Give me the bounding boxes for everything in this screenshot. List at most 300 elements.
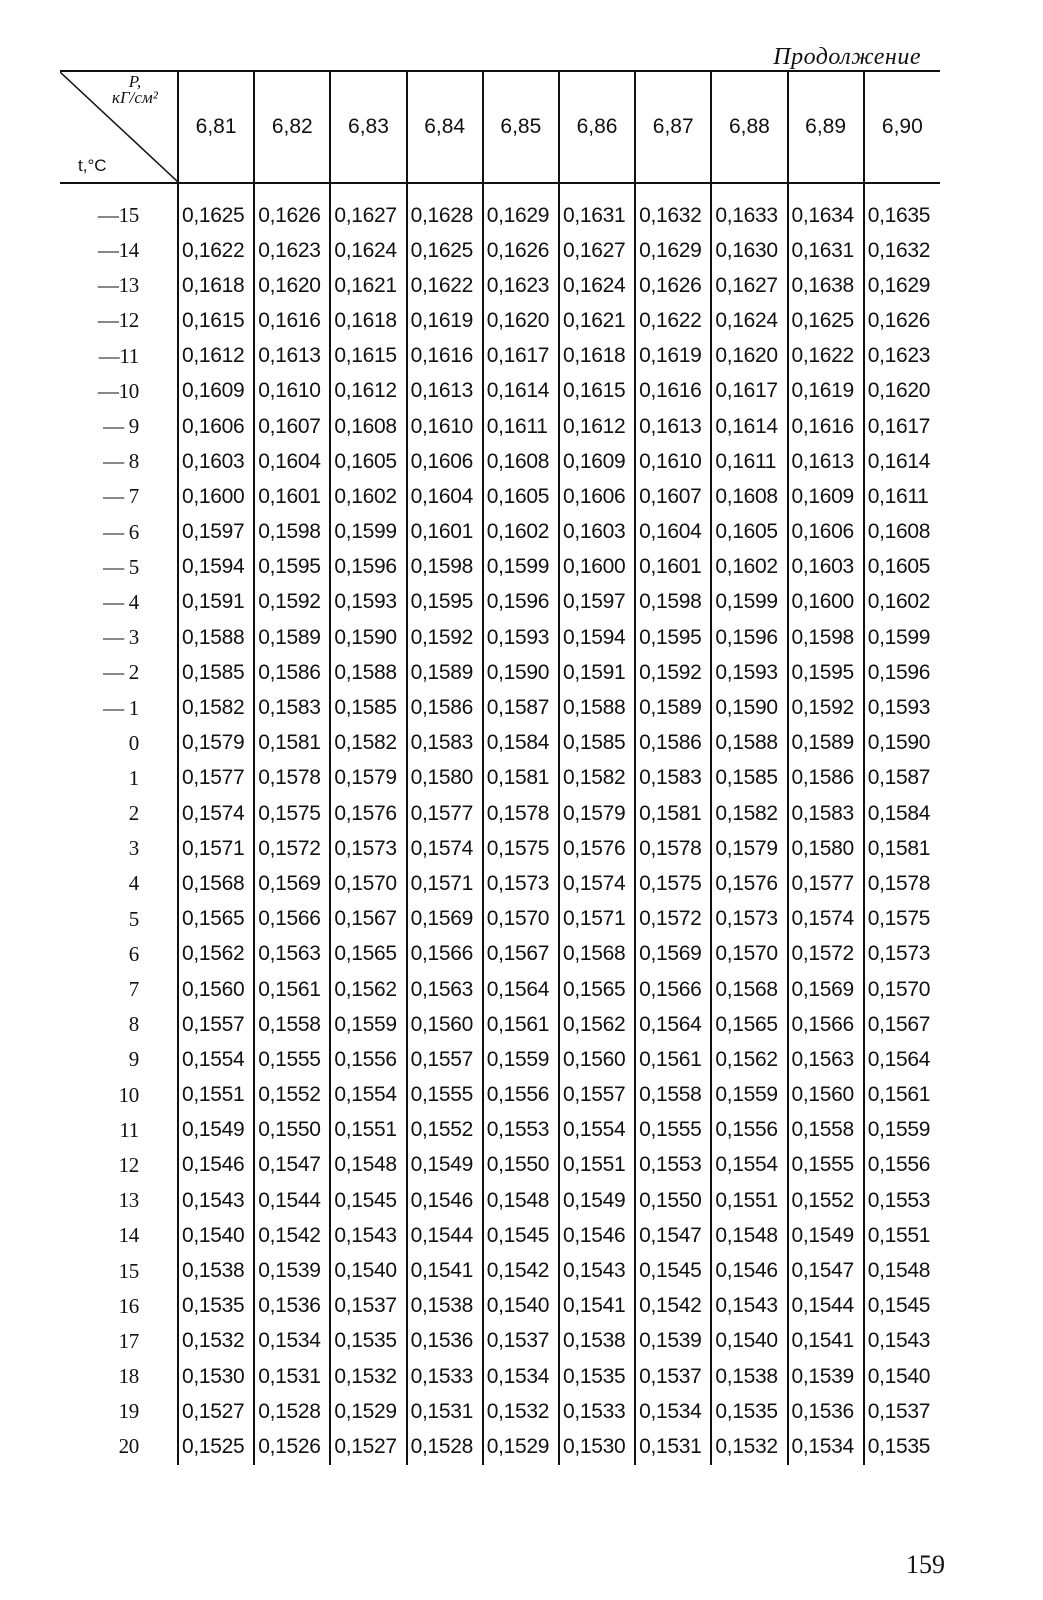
value-cell: 0,1563 (407, 972, 483, 1007)
value-cell: 0,1547 (635, 1218, 711, 1253)
value-cell: 0,1559 (330, 1007, 406, 1042)
value-cell: 0,1631 (788, 233, 864, 268)
value-cell: 0,1560 (788, 1078, 864, 1113)
value-cell: 0,1612 (559, 409, 635, 444)
value-cell: 0,1612 (178, 339, 254, 374)
value-cell: 0,1566 (254, 902, 330, 937)
value-cell: 0,1565 (330, 937, 406, 972)
value-cell: 0,1610 (254, 374, 330, 409)
value-cell: 0,1527 (178, 1394, 254, 1429)
value-cell: 0,1560 (407, 1007, 483, 1042)
value-cell: 0,1544 (407, 1218, 483, 1253)
value-cell: 0,1605 (483, 479, 559, 514)
value-cell: 0,1598 (635, 585, 711, 620)
value-cell: 0,1569 (635, 937, 711, 972)
value-cell: 0,1551 (864, 1218, 940, 1253)
value-cell: 0,1564 (635, 1007, 711, 1042)
temperature-cell: 3 (128, 836, 139, 861)
value-cell: 0,1554 (178, 1042, 254, 1077)
value-cell: 0,1534 (635, 1394, 711, 1429)
pressure-column-header: 6,89 (788, 71, 864, 183)
value-cell: 0,1553 (483, 1113, 559, 1148)
temperature-cell: —15 (97, 203, 139, 227)
value-cell: 0,1529 (330, 1394, 406, 1429)
value-cell: 0,1573 (483, 866, 559, 901)
value-cell: 0,1620 (254, 268, 330, 303)
value-cell: 0,1619 (635, 339, 711, 374)
value-cell: 0,1534 (254, 1324, 330, 1359)
value-cell: 0,1568 (711, 972, 787, 1007)
value-cell: 0,1568 (559, 937, 635, 972)
value-cell: 0,1622 (407, 268, 483, 303)
value-cell: 0,1566 (635, 972, 711, 1007)
value-cell: 0,1531 (407, 1394, 483, 1429)
value-cell: 0,1629 (864, 268, 940, 303)
value-cell: 0,1598 (788, 620, 864, 655)
value-cell: 0,1601 (407, 515, 483, 550)
value-cell: 0,1578 (254, 761, 330, 796)
value-cell: 0,1618 (559, 339, 635, 374)
value-cell: 0,1592 (254, 585, 330, 620)
temperature-cell: —10 (97, 378, 139, 403)
value-cell: 0,1585 (711, 761, 787, 796)
value-cell: 0,1606 (788, 515, 864, 550)
table-row (60, 550, 940, 585)
value-cell: 0,1571 (407, 866, 483, 901)
value-cell: 0,1561 (635, 1042, 711, 1077)
value-cell: 0,1575 (483, 831, 559, 866)
temperature-cell: 11 (119, 1117, 139, 1142)
value-cell: 0,1563 (254, 937, 330, 972)
data-table (60, 70, 940, 1465)
temperature-cell: — 5 (103, 554, 139, 579)
value-cell: 0,1570 (711, 937, 787, 972)
value-cell: 0,1596 (864, 655, 940, 690)
value-cell: 0,1538 (178, 1253, 254, 1288)
temperature-cell: — 9 (103, 414, 139, 439)
value-cell: 0,1605 (864, 550, 940, 585)
value-cell: 0,1626 (864, 303, 940, 338)
value-cell: 0,1609 (559, 444, 635, 479)
temperature-cell: 14 (118, 1223, 139, 1248)
value-cell: 0,1604 (407, 479, 483, 514)
table-row (60, 796, 940, 831)
value-cell: 0,1577 (178, 761, 254, 796)
value-cell: 0,1562 (711, 1042, 787, 1077)
value-cell: 0,1599 (330, 515, 406, 550)
table-row (60, 303, 940, 338)
value-cell: 0,1543 (711, 1289, 787, 1324)
value-cell: 0,1586 (788, 761, 864, 796)
value-cell: 0,1553 (864, 1183, 940, 1218)
value-cell: 0,1539 (254, 1253, 330, 1288)
table-row (60, 183, 940, 233)
value-cell: 0,1560 (559, 1042, 635, 1077)
value-cell: 0,1583 (788, 796, 864, 831)
value-cell: 0,1560 (178, 972, 254, 1007)
value-cell: 0,1540 (483, 1289, 559, 1324)
table-row (60, 1007, 940, 1042)
value-cell: 0,1625 (178, 183, 254, 233)
value-cell: 0,1576 (330, 796, 406, 831)
pressure-column-header: 6,84 (407, 71, 483, 183)
temperature-cell: 12 (118, 1152, 139, 1177)
value-cell: 0,1555 (407, 1078, 483, 1113)
value-cell: 0,1620 (483, 303, 559, 338)
value-cell: 0,1576 (559, 831, 635, 866)
value-cell: 0,1552 (407, 1113, 483, 1148)
temperature-cell: 17 (118, 1328, 139, 1353)
value-cell: 0,1611 (864, 479, 940, 514)
value-cell: 0,1534 (483, 1359, 559, 1394)
value-cell: 0,1537 (635, 1359, 711, 1394)
value-cell: 0,1538 (407, 1289, 483, 1324)
value-cell: 0,1541 (788, 1324, 864, 1359)
table-row (60, 937, 940, 972)
table-row (60, 620, 940, 655)
value-cell: 0,1595 (635, 620, 711, 655)
table-row (60, 902, 940, 937)
value-cell: 0,1576 (711, 866, 787, 901)
temperature-cell: 8 (128, 1012, 139, 1037)
pressure-column-header: 6,85 (483, 71, 559, 183)
value-cell: 0,1633 (711, 183, 787, 233)
value-cell: 0,1617 (864, 409, 940, 444)
value-cell: 0,1586 (254, 655, 330, 690)
value-cell: 0,1568 (178, 866, 254, 901)
table-row (60, 1148, 940, 1183)
value-cell: 0,1610 (407, 409, 483, 444)
value-cell: 0,1627 (711, 268, 787, 303)
value-cell: 0,1551 (178, 1078, 254, 1113)
value-cell: 0,1555 (254, 1042, 330, 1077)
value-cell: 0,1615 (559, 374, 635, 409)
value-cell: 0,1596 (330, 550, 406, 585)
value-cell: 0,1602 (483, 515, 559, 550)
value-cell: 0,1555 (788, 1148, 864, 1183)
value-cell: 0,1543 (864, 1324, 940, 1359)
value-cell: 0,1627 (559, 233, 635, 268)
temperature-cell: — 4 (103, 589, 139, 614)
value-cell: 0,1577 (788, 866, 864, 901)
value-cell: 0,1596 (483, 585, 559, 620)
value-cell: 0,1589 (254, 620, 330, 655)
value-cell: 0,1611 (483, 409, 559, 444)
value-cell: 0,1573 (330, 831, 406, 866)
value-cell: 0,1626 (483, 233, 559, 268)
value-cell: 0,1546 (178, 1148, 254, 1183)
table-row (60, 268, 940, 303)
value-cell: 0,1617 (483, 339, 559, 374)
temperature-cell: — 3 (103, 625, 139, 650)
temperature-cell: 16 (118, 1293, 139, 1318)
value-cell: 0,1607 (635, 479, 711, 514)
value-cell: 0,1599 (864, 620, 940, 655)
value-cell: 0,1594 (178, 550, 254, 585)
table-body (60, 183, 940, 1465)
value-cell: 0,1590 (483, 655, 559, 690)
value-cell: 0,1591 (178, 585, 254, 620)
value-cell: 0,1566 (788, 1007, 864, 1042)
value-cell: 0,1533 (407, 1359, 483, 1394)
value-cell: 0,1590 (864, 726, 940, 761)
value-cell: 0,1609 (788, 479, 864, 514)
value-cell: 0,1634 (788, 183, 864, 233)
value-cell: 0,1554 (559, 1113, 635, 1148)
table-row (60, 690, 940, 725)
pressure-column-header: 6,88 (711, 71, 787, 183)
value-cell: 0,1612 (330, 374, 406, 409)
value-cell: 0,1535 (864, 1429, 940, 1464)
value-cell: 0,1561 (254, 972, 330, 1007)
value-cell: 0,1571 (178, 831, 254, 866)
table-row (60, 339, 940, 374)
value-cell: 0,1592 (635, 655, 711, 690)
temperature-cell: 6 (128, 941, 139, 966)
table-row (60, 1183, 940, 1218)
temperature-cell: — 1 (103, 695, 139, 720)
value-cell: 0,1575 (864, 902, 940, 937)
temperature-cell: — 7 (103, 484, 139, 509)
value-cell: 0,1575 (635, 866, 711, 901)
value-cell: 0,1603 (559, 515, 635, 550)
value-cell: 0,1555 (635, 1113, 711, 1148)
data-table-container (60, 70, 940, 1465)
table-row (60, 1289, 940, 1324)
value-cell: 0,1632 (864, 233, 940, 268)
value-cell: 0,1601 (635, 550, 711, 585)
value-cell: 0,1593 (711, 655, 787, 690)
temperature-cell: 4 (128, 871, 139, 896)
value-cell: 0,1584 (483, 726, 559, 761)
value-cell: 0,1537 (330, 1289, 406, 1324)
value-cell: 0,1556 (483, 1078, 559, 1113)
value-cell: 0,1530 (559, 1429, 635, 1464)
value-cell: 0,1602 (711, 550, 787, 585)
value-cell: 0,1570 (330, 866, 406, 901)
value-cell: 0,1586 (635, 726, 711, 761)
value-cell: 0,1549 (559, 1183, 635, 1218)
value-cell: 0,1597 (559, 585, 635, 620)
value-cell: 0,1623 (483, 268, 559, 303)
table-row (60, 866, 940, 901)
pressure-column-header: 6,82 (254, 71, 330, 183)
value-cell: 0,1588 (559, 690, 635, 725)
value-cell: 0,1543 (559, 1253, 635, 1288)
temperature-axis-label: t,°C (78, 156, 107, 175)
value-cell: 0,1624 (559, 268, 635, 303)
value-cell: 0,1629 (635, 233, 711, 268)
value-cell: 0,1582 (711, 796, 787, 831)
value-cell: 0,1533 (559, 1394, 635, 1429)
value-cell: 0,1562 (178, 937, 254, 972)
value-cell: 0,1574 (178, 796, 254, 831)
pressure-column-header: 6,81 (178, 71, 254, 183)
table-row (60, 444, 940, 479)
value-cell: 0,1532 (330, 1359, 406, 1394)
value-cell: 0,1616 (407, 339, 483, 374)
value-cell: 0,1622 (178, 233, 254, 268)
value-cell: 0,1547 (788, 1253, 864, 1288)
temperature-cell: —14 (97, 238, 139, 263)
value-cell: 0,1615 (330, 339, 406, 374)
value-cell: 0,1590 (711, 690, 787, 725)
value-cell: 0,1532 (711, 1429, 787, 1464)
value-cell: 0,1622 (635, 303, 711, 338)
value-cell: 0,1620 (711, 339, 787, 374)
value-cell: 0,1548 (864, 1253, 940, 1288)
value-cell: 0,1542 (254, 1218, 330, 1253)
value-cell: 0,1574 (407, 831, 483, 866)
value-cell: 0,1581 (864, 831, 940, 866)
temperature-cell: 18 (118, 1364, 139, 1389)
value-cell: 0,1563 (788, 1042, 864, 1077)
value-cell: 0,1544 (788, 1289, 864, 1324)
value-cell: 0,1585 (178, 655, 254, 690)
value-cell: 0,1540 (711, 1324, 787, 1359)
value-cell: 0,1558 (635, 1078, 711, 1113)
value-cell: 0,1613 (635, 409, 711, 444)
value-cell: 0,1622 (788, 339, 864, 374)
value-cell: 0,1543 (178, 1183, 254, 1218)
value-cell: 0,1558 (254, 1007, 330, 1042)
value-cell: 0,1541 (559, 1289, 635, 1324)
temperature-cell: — 6 (103, 519, 139, 544)
value-cell: 0,1565 (711, 1007, 787, 1042)
value-cell: 0,1625 (407, 233, 483, 268)
value-cell: 0,1589 (407, 655, 483, 690)
value-cell: 0,1607 (254, 409, 330, 444)
value-cell: 0,1552 (254, 1078, 330, 1113)
temperature-cell: — 8 (103, 449, 139, 474)
value-cell: 0,1579 (178, 726, 254, 761)
value-cell: 0,1581 (254, 726, 330, 761)
value-cell: 0,1588 (711, 726, 787, 761)
value-cell: 0,1557 (178, 1007, 254, 1042)
value-cell: 0,1616 (254, 303, 330, 338)
value-cell: 0,1593 (864, 690, 940, 725)
value-cell: 0,1564 (864, 1042, 940, 1077)
temperature-cell: — 2 (103, 660, 139, 685)
value-cell: 0,1537 (864, 1394, 940, 1429)
header-row (60, 71, 940, 183)
value-cell: 0,1546 (407, 1183, 483, 1218)
value-cell: 0,1613 (254, 339, 330, 374)
value-cell: 0,1617 (711, 374, 787, 409)
pressure-column-header: 6,90 (864, 71, 940, 183)
value-cell: 0,1594 (559, 620, 635, 655)
value-cell: 0,1548 (483, 1183, 559, 1218)
pressure-column-header: 6,87 (635, 71, 711, 183)
value-cell: 0,1583 (407, 726, 483, 761)
value-cell: 0,1557 (407, 1042, 483, 1077)
value-cell: 0,1593 (483, 620, 559, 655)
value-cell: 0,1578 (635, 831, 711, 866)
value-cell: 0,1614 (711, 409, 787, 444)
value-cell: 0,1587 (864, 761, 940, 796)
temperature-cell: 20 (118, 1434, 139, 1459)
value-cell: 0,1551 (330, 1113, 406, 1148)
value-cell: 0,1548 (330, 1148, 406, 1183)
value-cell: 0,1570 (483, 902, 559, 937)
value-cell: 0,1539 (788, 1359, 864, 1394)
value-cell: 0,1616 (788, 409, 864, 444)
value-cell: 0,1550 (254, 1113, 330, 1148)
value-cell: 0,1596 (711, 620, 787, 655)
value-cell: 0,1569 (254, 866, 330, 901)
value-cell: 0,1624 (330, 233, 406, 268)
value-cell: 0,1545 (483, 1218, 559, 1253)
value-cell: 0,1608 (711, 479, 787, 514)
value-cell: 0,1550 (483, 1148, 559, 1183)
value-cell: 0,1610 (635, 444, 711, 479)
value-cell: 0,1585 (330, 690, 406, 725)
value-cell: 0,1613 (407, 374, 483, 409)
value-cell: 0,1550 (635, 1183, 711, 1218)
value-cell: 0,1544 (254, 1183, 330, 1218)
corner-header-cell (60, 71, 178, 183)
value-cell: 0,1623 (254, 233, 330, 268)
value-cell: 0,1542 (635, 1289, 711, 1324)
value-cell: 0,1595 (788, 655, 864, 690)
value-cell: 0,1534 (788, 1429, 864, 1464)
table-row (60, 1078, 940, 1113)
value-cell: 0,1569 (407, 902, 483, 937)
value-cell: 0,1528 (254, 1394, 330, 1429)
value-cell: 0,1605 (330, 444, 406, 479)
value-cell: 0,1567 (483, 937, 559, 972)
value-cell: 0,1582 (330, 726, 406, 761)
value-cell: 0,1525 (178, 1429, 254, 1464)
value-cell: 0,1556 (864, 1148, 940, 1183)
table-row (60, 1113, 940, 1148)
table-row (60, 515, 940, 550)
table-row (60, 761, 940, 796)
value-cell: 0,1635 (864, 183, 940, 233)
table-row (60, 1429, 940, 1464)
value-cell: 0,1619 (788, 374, 864, 409)
value-cell: 0,1528 (407, 1429, 483, 1464)
value-cell: 0,1580 (788, 831, 864, 866)
value-cell: 0,1535 (559, 1359, 635, 1394)
value-cell: 0,1619 (407, 303, 483, 338)
value-cell: 0,1589 (788, 726, 864, 761)
value-cell: 0,1606 (559, 479, 635, 514)
value-cell: 0,1621 (330, 268, 406, 303)
temperature-cell: 0 (128, 730, 139, 755)
value-cell: 0,1627 (330, 183, 406, 233)
table-row (60, 831, 940, 866)
value-cell: 0,1614 (483, 374, 559, 409)
value-cell: 0,1546 (559, 1218, 635, 1253)
value-cell: 0,1553 (635, 1148, 711, 1183)
value-cell: 0,1630 (711, 233, 787, 268)
temperature-cell: 19 (118, 1399, 139, 1424)
value-cell: 0,1572 (788, 937, 864, 972)
value-cell: 0,1598 (254, 515, 330, 550)
value-cell: 0,1616 (635, 374, 711, 409)
value-cell: 0,1603 (788, 550, 864, 585)
value-cell: 0,1559 (864, 1113, 940, 1148)
value-cell: 0,1605 (711, 515, 787, 550)
value-cell: 0,1589 (635, 690, 711, 725)
value-cell: 0,1577 (407, 796, 483, 831)
table-row (60, 1359, 940, 1394)
value-cell: 0,1552 (788, 1183, 864, 1218)
value-cell: 0,1549 (788, 1218, 864, 1253)
temperature-cell: 2 (128, 801, 139, 826)
value-cell: 0,1556 (711, 1113, 787, 1148)
